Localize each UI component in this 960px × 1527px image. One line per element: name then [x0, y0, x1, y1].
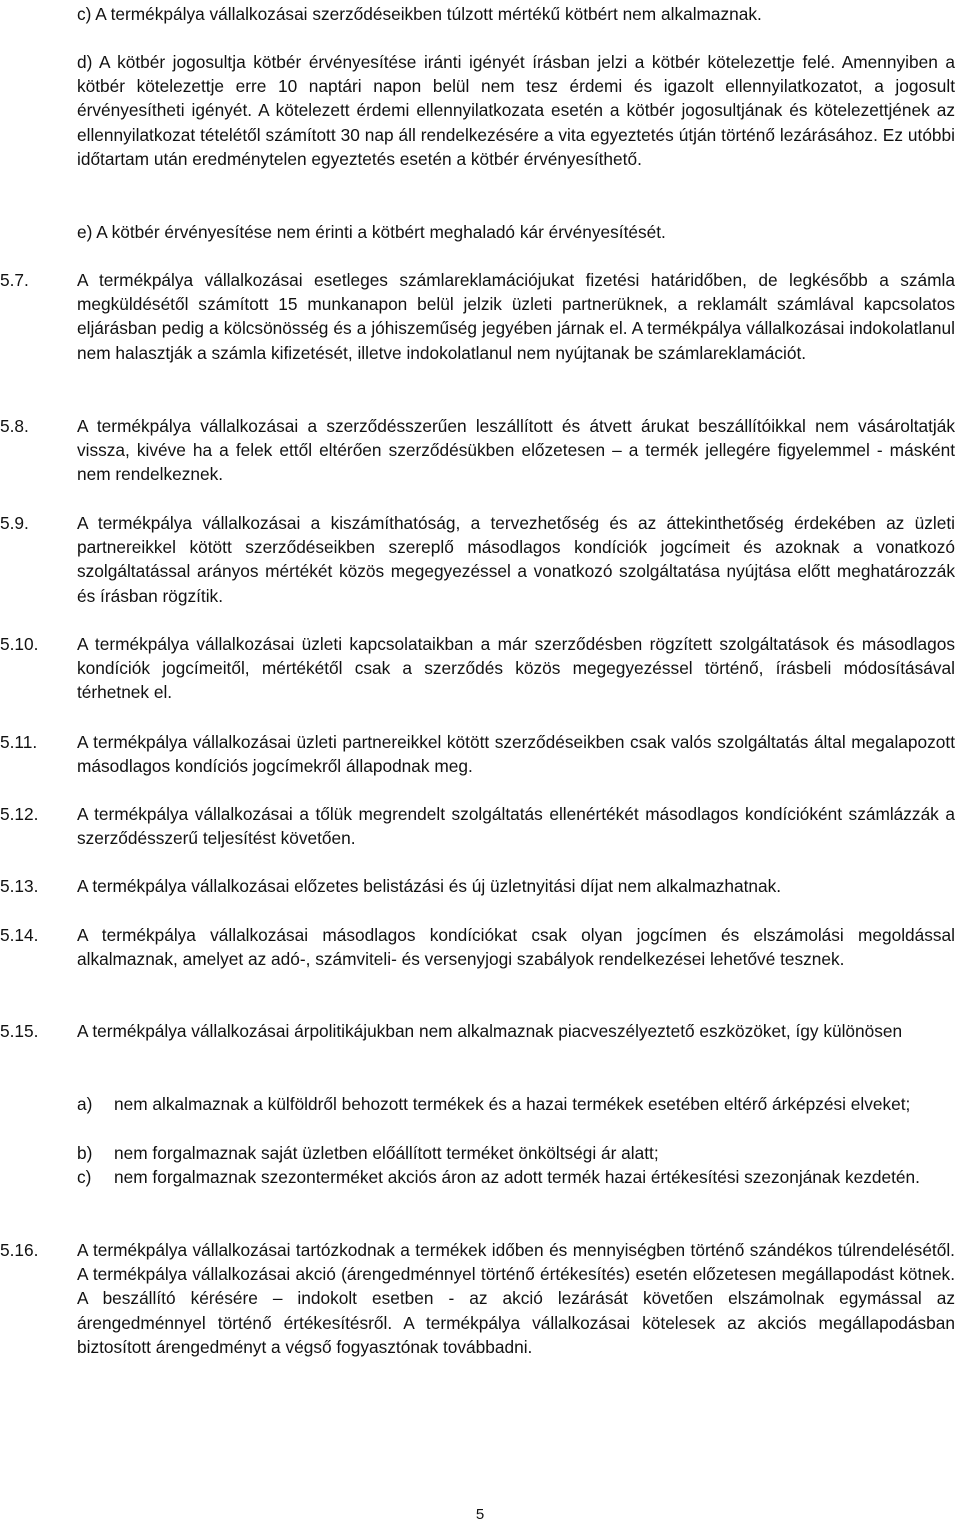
section-text: A termékpálya vállalkozásai másodlagos kondíciókat csak olyan jogcímen és elszámolási megoldással alkalmaznak, amelyet az adó-, számviteli- és versenyjogi szabályok rendelkezései lehetővé tesznek.: [77, 925, 955, 970]
section-number: 5.15.: [0, 1021, 39, 1041]
section-number: 5.11.: [0, 732, 38, 752]
section-text: A termékpálya vállalkozásai a kiszámíthatóság, a tervezhetőség és az áttekinthetőség érdekében az üzleti partnereikkel kötött szerződéseikben szereplő másodlagos kondíciók jogcímeit és azoknak a vonatkozó szolgáltatással arányos mértékét közös megegyezéssel a vonatkozó szolgáltatása nyújtása előtt meghatározzák és írásban rögzítik.: [77, 513, 955, 606]
list-item-text: nem forgalmaznak saját üzletben előállított terméket önköltségi ár alatt;: [114, 1143, 659, 1163]
page-number: 5: [475, 1506, 485, 1523]
section-text: A termékpálya vállalkozásai árpolitikájukban nem alkalmaznak piacveszélyeztető eszközöket, így különösen: [77, 1021, 903, 1041]
list-item-text: nem alkalmaznak a külföldről behozott termékek és a hazai termékek esetében eltérő árképzési elveket;: [114, 1094, 911, 1114]
paragraph-d: d) A kötbér jogosultja kötbér érvényesítése iránti igényét írásban jelzi a kötbér kötelezettje felé. Amennyiben a kötbér kötelezettje erre 10 naptári napon belül nem tesz érdemi és igazolt ellennyilatkozatot, a jogosult érvényesítheti igényét. A kötelezett érdemi ellennyilatkozata esetén a kötbér jogosultjának és kötelezettjének az ellennyilatkozat tételétől számított 30 nap áll rendelkezésére a vita egyeztetés útján történő lezárásához. Ez utóbbi időtartam után eredménytelen egyeztetés esetén a kötbér érvényesíthető.: [77, 52, 955, 169]
list-item-label: b): [77, 1143, 93, 1163]
list-item-label: c): [77, 1167, 92, 1187]
paragraph-e: e) A kötbér érvényesítése nem érinti a kötbért meghaladó kár érvényesítését.: [77, 222, 666, 242]
section-text: A termékpálya vállalkozásai üzleti partnereikkel kötött szerződéseikben csak valós szolgáltatás által megalapozott másodlagos kondíciós jogcímekről állapodnak meg.: [77, 732, 955, 777]
section-text: A termékpálya vállalkozásai előzetes belistázási és új üzletnyitási díjat nem alkalmazhatnak.: [77, 876, 782, 896]
section-number: 5.8.: [0, 416, 29, 436]
list-item: [77, 1092, 955, 1116]
section-text: A termékpálya vállalkozásai a tőlük megrendelt szolgáltatás ellenértékét másodlagos kondícióként számlázzák a szerződésszerű teljesítést követően.: [77, 804, 955, 849]
list-item-text: nem forgalmaznak szezonterméket akciós áron az adott termék hazai értékesítési szezonjának kezdetén.: [114, 1167, 920, 1187]
section-number: 5.13.: [0, 876, 39, 896]
list-item-label: a): [77, 1094, 93, 1114]
list-item: [77, 1165, 955, 1189]
section-text: A termékpálya vállalkozásai tartózkodnak a termékek időben és mennyiségben történő szándékos túlrendelésétől. A termékpálya vállalkozásai akció (árengedménnyel történő értékesítés) esetén előzetesen megállapodást kötnek. A beszállító kérésére – indokolt esetben - az akció lezárását követően elszámolnak egymással az árengedménnyel történő értékesítésről. A termékpálya vállalkozásai kötelesek az akciós megállapodásban biztosított árengedményt a végső fogyasztónak továbbadni.: [77, 1240, 955, 1357]
section-text: A termékpálya vállalkozásai a szerződésszerűen leszállított és átvett árukat beszállítóikkal nem vásároltatják vissza, kivéve ha a felek ettől eltérően szerződésükben előzetesen – a termék jellegére figyelemmel - másként nem rendelkeznek.: [77, 416, 955, 485]
section-number: 5.14.: [0, 925, 39, 945]
section-number: 5.9.: [0, 513, 29, 533]
section-text: A termékpálya vállalkozásai esetleges számlareklamációjukat fizetési határidőben, de legkésőbb a számla megküldésétől számított 15 munkanapon belül jelzik üzleti partnerüknek, a reklamált számlával kapcsolatos eljárásban pedig a kölcsönösség és a jóhiszeműség jegyében járnak el. A termékpálya vállalkozásai indokolatlanul nem halasztják a számla kifizetését, illetve indokolatlanul nem nyújtanak be számlareklamációt.: [77, 270, 955, 363]
section-number: 5.10.: [0, 634, 39, 654]
section-number: 5.16.: [0, 1240, 39, 1260]
paragraph-c: c) A termékpálya vállalkozásai szerződéseikben túlzott mértékű kötbért nem alkalmaznak.: [77, 4, 762, 24]
section-number: 5.7.: [0, 270, 29, 290]
section-number: 5.12.: [0, 804, 39, 824]
section-text: A termékpálya vállalkozásai üzleti kapcsolataikban a már szerződésben rögzített szolgáltatások és másodlagos kondíciók jogcímeitől, mértékétől csak a szerződés közös megegyezéssel történő, írásbeli módosításával térhetnek el.: [77, 634, 955, 703]
list-item: [77, 1141, 955, 1165]
